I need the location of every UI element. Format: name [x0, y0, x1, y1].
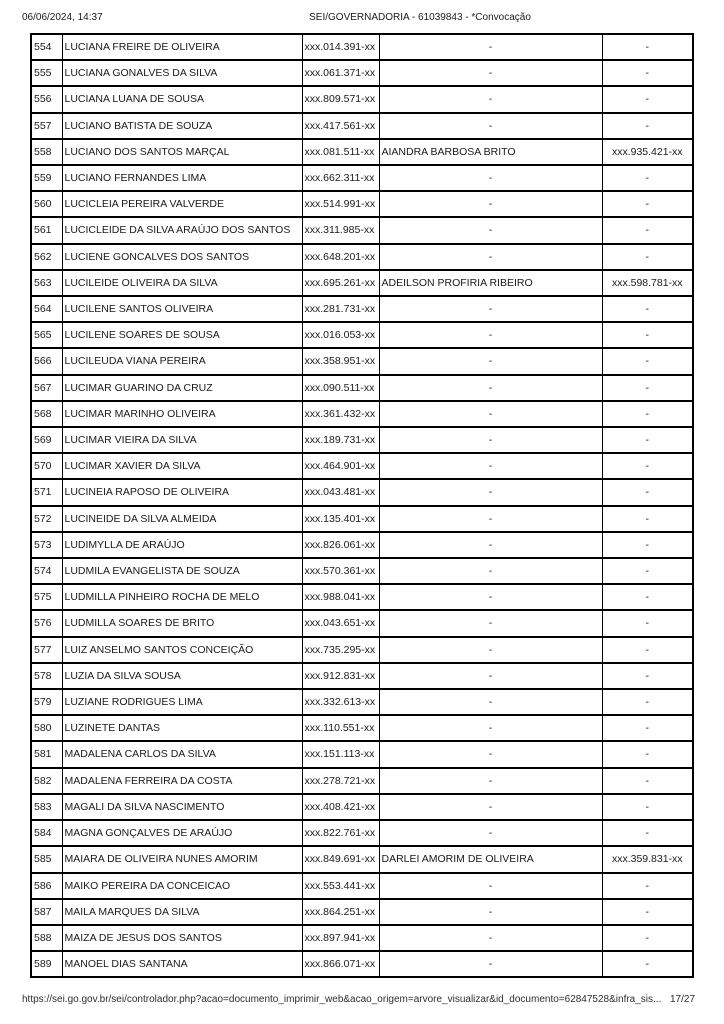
partner-cpf-cell: -: [602, 191, 693, 217]
table-row: [31, 427, 693, 453]
row-number-cell: 580: [31, 715, 62, 741]
row-number-cell: 556: [31, 86, 62, 112]
partner-cpf-cell: -: [602, 401, 693, 427]
partner-cpf-cell: -: [602, 768, 693, 794]
cpf-cell: xxx.189.731-xx: [302, 427, 379, 453]
row-number-cell: 566: [31, 348, 62, 374]
name-cell: LUZINETE DANTAS: [62, 715, 302, 741]
row-number-cell: 570: [31, 453, 62, 479]
cpf-cell: xxx.912.831-xx: [302, 663, 379, 689]
table-row: [31, 846, 693, 872]
cpf-cell: xxx.514.991-xx: [302, 191, 379, 217]
cpf-cell: xxx.358.951-xx: [302, 348, 379, 374]
partner-name-cell: -: [379, 113, 602, 139]
partner-cpf-cell: -: [602, 217, 693, 243]
name-cell: LUCINEIA RAPOSO DE OLIVEIRA: [62, 479, 302, 505]
name-cell: MANOEL DIAS SANTANA: [62, 951, 302, 977]
name-cell: LUCIENE GONCALVES DOS SANTOS: [62, 244, 302, 270]
row-number-cell: 587: [31, 899, 62, 925]
cpf-cell: xxx.281.731-xx: [302, 296, 379, 322]
table-row: [31, 584, 693, 610]
name-cell: MAIZA DE JESUS DOS SANTOS: [62, 925, 302, 951]
cpf-cell: xxx.662.311-xx: [302, 165, 379, 191]
name-cell: LUCILENE SOARES DE SOUSA: [62, 322, 302, 348]
partner-cpf-cell: -: [602, 427, 693, 453]
cpf-cell: xxx.014.391-xx: [302, 34, 379, 60]
table-row: [31, 139, 693, 165]
partner-name-cell: -: [379, 715, 602, 741]
name-cell: LUZIANE RODRIGUES LIMA: [62, 689, 302, 715]
name-cell: LUCIMAR MARINHO OLIVEIRA: [62, 401, 302, 427]
name-cell: MAGALI DA SILVA NASCIMENTO: [62, 794, 302, 820]
partner-cpf-cell: -: [602, 951, 693, 977]
table-row: [31, 375, 693, 401]
cpf-cell: xxx.061.371-xx: [302, 60, 379, 86]
table-row: [31, 479, 693, 505]
table-row: [31, 637, 693, 663]
name-cell: LUDMILLA SOARES DE BRITO: [62, 610, 302, 636]
partner-cpf-cell: -: [602, 113, 693, 139]
name-cell: MADALENA FERREIRA DA COSTA: [62, 768, 302, 794]
partner-cpf-cell: -: [602, 244, 693, 270]
cpf-cell: xxx.826.061-xx: [302, 532, 379, 558]
row-number-cell: 578: [31, 663, 62, 689]
partner-cpf-cell: -: [602, 820, 693, 846]
row-number-cell: 574: [31, 558, 62, 584]
name-cell: LUCICLEIDE DA SILVA ARAÚJO DOS SANTOS: [62, 217, 302, 243]
partner-name-cell: -: [379, 86, 602, 112]
row-number-cell: 588: [31, 925, 62, 951]
cpf-cell: xxx.735.295-xx: [302, 637, 379, 663]
name-cell: LUCIANA GONALVES DA SILVA: [62, 60, 302, 86]
name-cell: LUDMILA EVANGELISTA DE SOUZA: [62, 558, 302, 584]
name-cell: LUCILEUDA VIANA PEREIRA: [62, 348, 302, 374]
name-cell: LUCILEIDE OLIVEIRA DA SILVA: [62, 270, 302, 296]
footer-url: https://sei.go.gov.br/sei/controlador.php?acao=documento_imprimir_web&acao_origem=arvore_visualizar&id_documento=62847528&infra_sis...: [22, 994, 662, 1005]
cpf-cell: xxx.043.481-xx: [302, 479, 379, 505]
partner-name-cell: ADEILSON PROFIRIA RIBEIRO: [379, 270, 602, 296]
partner-name-cell: AIANDRA BARBOSA BRITO: [379, 139, 602, 165]
row-number-cell: 560: [31, 191, 62, 217]
table-row: [31, 244, 693, 270]
row-number-cell: 575: [31, 584, 62, 610]
partner-name-cell: -: [379, 558, 602, 584]
partner-name-cell: -: [379, 532, 602, 558]
cpf-cell: xxx.135.401-xx: [302, 506, 379, 532]
table-row: [31, 873, 693, 899]
cpf-cell: xxx.408.421-xx: [302, 794, 379, 820]
cpf-cell: xxx.417.561-xx: [302, 113, 379, 139]
row-number-cell: 577: [31, 637, 62, 663]
partner-name-cell: -: [379, 348, 602, 374]
partner-name-cell: -: [379, 34, 602, 60]
cpf-cell: xxx.464.901-xx: [302, 453, 379, 479]
row-number-cell: 586: [31, 873, 62, 899]
table-row: [31, 899, 693, 925]
row-number-cell: 582: [31, 768, 62, 794]
partner-cpf-cell: -: [602, 348, 693, 374]
cpf-cell: xxx.110.551-xx: [302, 715, 379, 741]
row-number-cell: 565: [31, 322, 62, 348]
row-number-cell: 567: [31, 375, 62, 401]
partner-name-cell: -: [379, 925, 602, 951]
partner-cpf-cell: -: [602, 715, 693, 741]
row-number-cell: 569: [31, 427, 62, 453]
table-row: [31, 558, 693, 584]
cpf-cell: xxx.311.985-xx: [302, 217, 379, 243]
row-number-cell: 572: [31, 506, 62, 532]
partner-name-cell: -: [379, 60, 602, 86]
partner-cpf-cell: -: [602, 558, 693, 584]
table-row: [31, 506, 693, 532]
partner-name-cell: -: [379, 741, 602, 767]
partner-cpf-cell: -: [602, 794, 693, 820]
name-cell: LUCILENE SANTOS OLIVEIRA: [62, 296, 302, 322]
row-number-cell: 563: [31, 270, 62, 296]
name-cell: LUCIANO FERNANDES LIMA: [62, 165, 302, 191]
cpf-cell: xxx.278.721-xx: [302, 768, 379, 794]
table-row: [31, 34, 693, 60]
partner-cpf-cell: -: [602, 899, 693, 925]
table-row: [31, 165, 693, 191]
partner-cpf-cell: -: [602, 506, 693, 532]
table-row: [31, 401, 693, 427]
convocation-table: [30, 33, 694, 978]
name-cell: LUCIMAR VIEIRA DA SILVA: [62, 427, 302, 453]
row-number-cell: 579: [31, 689, 62, 715]
partner-name-cell: -: [379, 375, 602, 401]
row-number-cell: 573: [31, 532, 62, 558]
partner-name-cell: -: [379, 637, 602, 663]
partner-cpf-cell: -: [602, 453, 693, 479]
partner-cpf-cell: xxx.935.421-xx: [602, 139, 693, 165]
partner-cpf-cell: -: [602, 34, 693, 60]
partner-name-cell: -: [379, 479, 602, 505]
partner-name-cell: -: [379, 689, 602, 715]
cpf-cell: xxx.090.511-xx: [302, 375, 379, 401]
table-row: [31, 741, 693, 767]
partner-cpf-cell: -: [602, 165, 693, 191]
partner-name-cell: -: [379, 820, 602, 846]
row-number-cell: 581: [31, 741, 62, 767]
cpf-cell: xxx.016.053-xx: [302, 322, 379, 348]
row-number-cell: 554: [31, 34, 62, 60]
partner-cpf-cell: -: [602, 86, 693, 112]
partner-name-cell: -: [379, 610, 602, 636]
name-cell: LUCIANA FREIRE DE OLIVEIRA: [62, 34, 302, 60]
table-row: [31, 60, 693, 86]
cpf-cell: xxx.361.432-xx: [302, 401, 379, 427]
row-number-cell: 576: [31, 610, 62, 636]
cpf-cell: xxx.151.113-xx: [302, 741, 379, 767]
header-doc-title: SEI/GOVERNADORIA - 61039843 - *Convocação: [309, 12, 531, 23]
cpf-cell: xxx.822.761-xx: [302, 820, 379, 846]
table-row: [31, 191, 693, 217]
table-body: [31, 34, 693, 977]
row-number-cell: 568: [31, 401, 62, 427]
table-row: [31, 453, 693, 479]
row-number-cell: 583: [31, 794, 62, 820]
partner-name-cell: -: [379, 191, 602, 217]
name-cell: LUCIMAR GUARINO DA CRUZ: [62, 375, 302, 401]
partner-name-cell: DARLEI AMORIM DE OLIVEIRA: [379, 846, 602, 872]
partner-cpf-cell: -: [602, 532, 693, 558]
table-row: [31, 925, 693, 951]
name-cell: MAGNA GONÇALVES DE ARAÚJO: [62, 820, 302, 846]
partner-name-cell: -: [379, 296, 602, 322]
name-cell: LUCIMAR XAVIER DA SILVA: [62, 453, 302, 479]
cpf-cell: xxx.570.361-xx: [302, 558, 379, 584]
partner-name-cell: -: [379, 165, 602, 191]
partner-name-cell: -: [379, 217, 602, 243]
name-cell: LUCIANO BATISTA DE SOUZA: [62, 113, 302, 139]
cpf-cell: xxx.553.441-xx: [302, 873, 379, 899]
cpf-cell: xxx.864.251-xx: [302, 899, 379, 925]
table-row: [31, 768, 693, 794]
row-number-cell: 564: [31, 296, 62, 322]
partner-name-cell: -: [379, 951, 602, 977]
name-cell: LUZIA DA SILVA SOUSA: [62, 663, 302, 689]
partner-name-cell: -: [379, 794, 602, 820]
partner-name-cell: -: [379, 873, 602, 899]
partner-cpf-cell: xxx.598.781-xx: [602, 270, 693, 296]
partner-cpf-cell: -: [602, 663, 693, 689]
partner-cpf-cell: -: [602, 296, 693, 322]
cpf-cell: xxx.043.651-xx: [302, 610, 379, 636]
partner-cpf-cell: -: [602, 60, 693, 86]
cpf-cell: xxx.695.261-xx: [302, 270, 379, 296]
table-row: [31, 86, 693, 112]
table-row: [31, 532, 693, 558]
partner-cpf-cell: -: [602, 584, 693, 610]
name-cell: LUIZ ANSELMO SANTOS CONCEIÇÃO: [62, 637, 302, 663]
table-row: [31, 715, 693, 741]
name-cell: MAILA MARQUES DA SILVA: [62, 899, 302, 925]
partner-cpf-cell: xxx.359.831-xx: [602, 846, 693, 872]
partner-cpf-cell: -: [602, 741, 693, 767]
table-row: [31, 113, 693, 139]
row-number-cell: 589: [31, 951, 62, 977]
name-cell: LUCIANO DOS SANTOS MARÇAL: [62, 139, 302, 165]
name-cell: LUDMILLA PINHEIRO ROCHA DE MELO: [62, 584, 302, 610]
row-number-cell: 558: [31, 139, 62, 165]
partner-cpf-cell: -: [602, 375, 693, 401]
partner-name-cell: -: [379, 768, 602, 794]
partner-name-cell: -: [379, 506, 602, 532]
table-row: [31, 820, 693, 846]
partner-name-cell: -: [379, 899, 602, 925]
cpf-cell: xxx.897.941-xx: [302, 925, 379, 951]
cpf-cell: xxx.648.201-xx: [302, 244, 379, 270]
partner-cpf-cell: -: [602, 925, 693, 951]
name-cell: MAIKO PEREIRA DA CONCEICAO: [62, 873, 302, 899]
table-row: [31, 951, 693, 977]
row-number-cell: 555: [31, 60, 62, 86]
partner-cpf-cell: -: [602, 689, 693, 715]
cpf-cell: xxx.081.511-xx: [302, 139, 379, 165]
partner-cpf-cell: -: [602, 322, 693, 348]
table-row: [31, 689, 693, 715]
partner-name-cell: -: [379, 244, 602, 270]
partner-name-cell: -: [379, 401, 602, 427]
table-row: [31, 296, 693, 322]
table-row: [31, 348, 693, 374]
name-cell: MADALENA CARLOS DA SILVA: [62, 741, 302, 767]
table-row: [31, 270, 693, 296]
partner-cpf-cell: -: [602, 479, 693, 505]
partner-name-cell: -: [379, 453, 602, 479]
partner-name-cell: -: [379, 663, 602, 689]
header-datetime: 06/06/2024, 14:37: [22, 12, 103, 23]
name-cell: LUCIANA LUANA DE SOUSA: [62, 86, 302, 112]
partner-name-cell: -: [379, 427, 602, 453]
name-cell: LUDIMYLLA DE ARAÚJO: [62, 532, 302, 558]
table-row: [31, 217, 693, 243]
row-number-cell: 559: [31, 165, 62, 191]
table-row: [31, 610, 693, 636]
row-number-cell: 584: [31, 820, 62, 846]
partner-cpf-cell: -: [602, 610, 693, 636]
cpf-cell: xxx.988.041-xx: [302, 584, 379, 610]
table-row: [31, 663, 693, 689]
partner-name-cell: -: [379, 322, 602, 348]
row-number-cell: 562: [31, 244, 62, 270]
footer-page-indicator: 17/27: [670, 994, 696, 1005]
name-cell: LUCINEIDE DA SILVA ALMEIDA: [62, 506, 302, 532]
partner-cpf-cell: -: [602, 637, 693, 663]
row-number-cell: 571: [31, 479, 62, 505]
table-row: [31, 794, 693, 820]
name-cell: LUCICLEIA PEREIRA VALVERDE: [62, 191, 302, 217]
partner-cpf-cell: -: [602, 873, 693, 899]
partner-name-cell: -: [379, 584, 602, 610]
cpf-cell: xxx.332.613-xx: [302, 689, 379, 715]
cpf-cell: xxx.809.571-xx: [302, 86, 379, 112]
cpf-cell: xxx.866.071-xx: [302, 951, 379, 977]
table-row: [31, 322, 693, 348]
name-cell: MAIARA DE OLIVEIRA NUNES AMORIM: [62, 846, 302, 872]
row-number-cell: 585: [31, 846, 62, 872]
row-number-cell: 561: [31, 217, 62, 243]
row-number-cell: 557: [31, 113, 62, 139]
cpf-cell: xxx.849.691-xx: [302, 846, 379, 872]
